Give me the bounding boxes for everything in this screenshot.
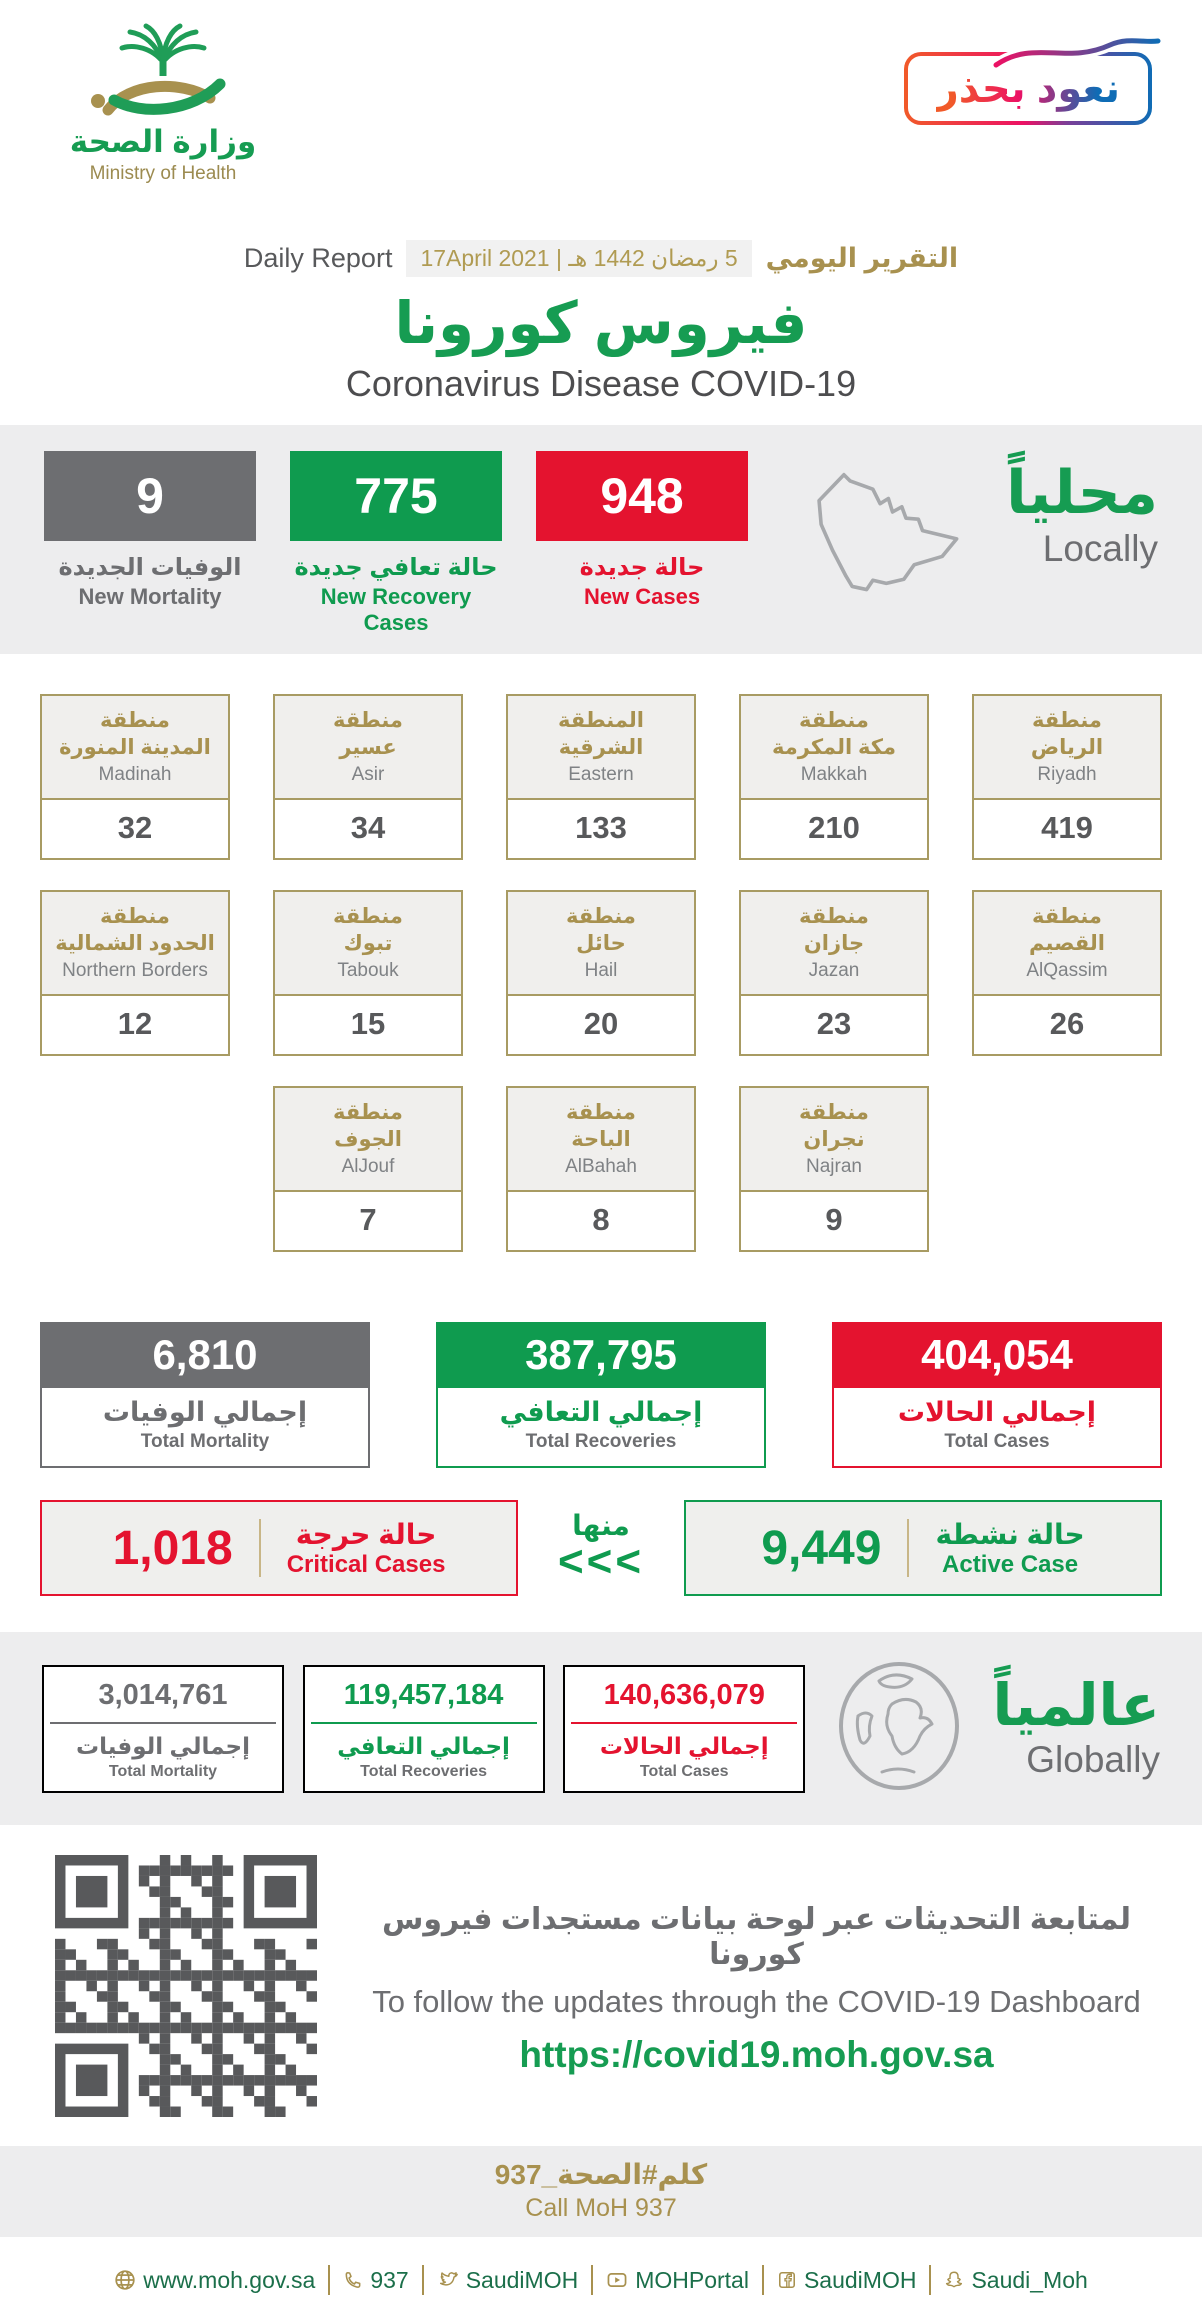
region-albahah — [506, 1086, 696, 1252]
saudi-arabia-map-icon — [782, 453, 972, 608]
divider — [259, 1519, 261, 1577]
total-recoveries-value: 387,795 — [436, 1322, 766, 1388]
footer-twitter-text: SaudiMOH — [465, 2266, 579, 2293]
active-cases-label-en: Active Case — [942, 1550, 1079, 1578]
region-name-ar: منطقة — [333, 905, 403, 929]
facebook-icon — [777, 2270, 797, 2290]
region-name-ar: منطقة — [566, 1101, 636, 1125]
region-name-ar: منطقة — [1032, 905, 1102, 929]
region-name-ar: منطقة — [566, 905, 636, 929]
qr-code — [55, 1855, 317, 2122]
dashboard-text-ar: لمتابعة التحديثات عبر لوحة بيانات مستجدات فيروس كورونا — [381, 1902, 1132, 1971]
region-name-en: AlJouf — [341, 1155, 395, 1177]
region-name-ar2: الجوف — [334, 1127, 402, 1151]
region-makkah — [739, 694, 929, 860]
region-alqassim — [972, 890, 1162, 1056]
region-name-ar2: نجران — [803, 1127, 865, 1151]
locally-heading-en: Locally — [1042, 528, 1158, 569]
dashboard-text-en: To follow the updates through the COVID-19 Dashboard — [372, 1983, 1141, 2019]
region-name-ar: منطقة — [799, 1101, 869, 1125]
region-name-en: Makkah — [800, 763, 868, 785]
region-jazan — [739, 890, 929, 1056]
region-name-ar: منطقة — [1032, 709, 1102, 733]
region-name-en: Riyadh — [1037, 763, 1097, 785]
region-tabouk — [273, 890, 463, 1056]
locally-section — [0, 425, 1202, 654]
footer-phone-link[interactable] — [343, 2267, 408, 2294]
globally-heading — [992, 1673, 1160, 1781]
region-value: 34 — [350, 810, 386, 845]
new-cases-stat — [536, 451, 748, 610]
region-name-ar2: القصيم — [1029, 931, 1105, 955]
call-moh-en: Call MoH 937 — [525, 2194, 677, 2222]
region-name-ar2: عسير — [339, 735, 397, 759]
region-aljouf — [273, 1086, 463, 1252]
critical-cases-label-en: Critical Cases — [286, 1550, 446, 1578]
region-value: 133 — [575, 810, 627, 845]
region-name-ar: منطقة — [100, 905, 170, 929]
footer-website-text: www.moh.gov.sa — [143, 2266, 316, 2293]
badge-swoosh-icon — [992, 35, 1162, 74]
locally-heading-ar: محلياً — [1006, 459, 1158, 526]
footer-separator — [929, 2265, 931, 2295]
global-recoveries-value: 119,457,184 — [311, 1679, 537, 1724]
header — [0, 0, 1202, 232]
phone-icon — [343, 2270, 363, 2290]
global-cases-label-ar: إجمالي الحالات — [599, 1732, 769, 1759]
new-mortality-label-en: New Mortality — [78, 584, 222, 609]
divider — [907, 1519, 909, 1577]
total-recoveries-box — [436, 1322, 766, 1468]
region-name-en: Najran — [806, 1155, 862, 1177]
footer-youtube-text: MOHPortal — [635, 2266, 749, 2293]
footer-facebook-text: SaudiMOH — [803, 2266, 917, 2293]
twitter-icon — [437, 2269, 459, 2291]
region-value: 12 — [117, 1006, 153, 1041]
report-date-row — [0, 240, 1202, 277]
region-name-ar: منطقة — [333, 709, 403, 733]
footer-twitter-link[interactable] — [437, 2267, 578, 2294]
global-recoveries-label-ar: إجمالي التعافي — [337, 1732, 510, 1759]
total-cases-label-en: Total Cases — [944, 1431, 1050, 1452]
regions-row-1 — [40, 694, 1162, 860]
footer-phone-text: 937 — [370, 2266, 409, 2293]
region-eastern — [506, 694, 696, 860]
critical-cases-value: 1,018 — [112, 1521, 233, 1575]
call-moh-band — [0, 2146, 1202, 2237]
footer-separator — [328, 2265, 330, 2295]
local-totals-row — [0, 1282, 1202, 1468]
region-value: 210 — [808, 810, 860, 845]
new-recovery-label-en: New Recovery Cases — [320, 584, 472, 635]
moh-logo-arabic-name: وزارة الصحة — [69, 124, 257, 159]
critical-cases-box — [40, 1500, 518, 1596]
dashboard-section — [0, 1825, 1202, 2122]
globally-heading-ar: عالمياً — [992, 1673, 1160, 1739]
region-name-ar2: الحدود الشمالية — [55, 931, 215, 955]
region-name-en: Jazan — [808, 959, 860, 981]
region-name-en: AlQassim — [1026, 959, 1108, 981]
region-hail — [506, 890, 696, 1056]
global-cases-value: 140,636,079 — [571, 1679, 797, 1724]
region-value: 9 — [825, 1202, 843, 1237]
region-name-ar2: مكة المكرمة — [772, 735, 896, 759]
global-cases-label-en: Total Cases — [639, 1762, 729, 1780]
region-name-ar2: المدينة المنورة — [59, 735, 211, 759]
total-cases-box — [832, 1322, 1162, 1468]
new-cases-label-en: New Cases — [583, 584, 701, 609]
regions-grid — [0, 654, 1202, 1252]
region-name-ar: المنطقة — [557, 709, 645, 733]
total-cases-value: 404,054 — [832, 1322, 1162, 1388]
of-which-label: منها — [572, 1509, 630, 1541]
globe-icon — [824, 1656, 974, 1801]
region-value: 20 — [583, 1006, 619, 1041]
new-mortality-value: 9 — [44, 451, 256, 541]
region-najran — [739, 1086, 929, 1252]
report-date: 5 رمضان 1442 هـ | 17April 2021 — [406, 240, 751, 277]
report-title-arabic: التقرير اليومي — [765, 243, 959, 273]
new-recovery-label-ar: حالة تعافي جديدة — [294, 554, 498, 581]
footer-youtube-link[interactable] — [606, 2267, 749, 2294]
total-cases-label-ar: إجمالي الحالات — [897, 1397, 1097, 1427]
region-value: 8 — [592, 1202, 610, 1237]
footer-website-link[interactable] — [114, 2267, 315, 2294]
region-name-en: Asir — [351, 763, 385, 785]
total-mortality-value: 6,810 — [40, 1322, 370, 1388]
critical-active-row — [0, 1468, 1202, 1596]
moh-palm-logo-icon — [58, 22, 268, 122]
total-mortality-label-en: Total Mortality — [140, 1431, 270, 1452]
moh-logo — [58, 22, 268, 185]
regions-row-2 — [40, 890, 1162, 1056]
region-name-ar2: الرياض — [1030, 735, 1104, 759]
region-name-ar2: الشرقية — [558, 735, 644, 759]
new-recovery-value: 775 — [290, 451, 502, 541]
call-moh-ar: كلم#الصحة_937 — [494, 2159, 708, 2190]
chevrons-left-icon: <<< — [557, 1536, 645, 1586]
badge-text: نعود بحذر — [935, 67, 1120, 111]
region-northern-borders — [40, 890, 230, 1056]
new-recovery-stat — [290, 451, 502, 636]
footer-snapchat-link[interactable] — [944, 2267, 1087, 2294]
total-recoveries-label-en: Total Recoveries — [525, 1431, 677, 1452]
global-mortality-value: 3,014,761 — [50, 1679, 276, 1724]
global-mortality-label-en: Total Mortality — [108, 1762, 218, 1780]
region-value: 32 — [117, 810, 153, 845]
total-mortality-label-ar: إجمالي الوفيات — [102, 1397, 308, 1427]
region-name-ar2: الباحة — [571, 1127, 631, 1151]
active-cases-label-ar: حالة نشطة — [935, 1518, 1085, 1550]
region-value: 26 — [1049, 1006, 1085, 1041]
region-name-ar2: حائل — [576, 931, 626, 955]
snapchat-icon — [944, 2270, 964, 2290]
new-cases-value: 948 — [536, 451, 748, 541]
region-value: 419 — [1041, 810, 1093, 845]
global-mortality-box — [42, 1665, 284, 1793]
region-name-ar: منطقة — [100, 709, 170, 733]
region-value: 23 — [816, 1006, 852, 1041]
region-name-en: AlBahah — [565, 1155, 637, 1177]
region-name-en: Northern Borders — [62, 959, 208, 981]
active-cases-value: 9,449 — [761, 1521, 882, 1575]
region-value: 7 — [359, 1202, 377, 1237]
total-mortality-box — [40, 1322, 370, 1468]
locally-heading — [1006, 461, 1158, 570]
global-cases-box — [563, 1665, 805, 1793]
globally-heading-en: Globally — [1026, 1738, 1160, 1780]
global-recoveries-box — [303, 1665, 545, 1793]
regions-row-3 — [40, 1086, 1162, 1252]
footer-separator — [422, 2265, 424, 2295]
report-title-english: Daily Report — [243, 243, 393, 273]
moh-logo-english-name: Ministry of Health — [89, 163, 237, 184]
region-name-ar: منطقة — [799, 709, 869, 733]
footer-snapchat-text: Saudi_Moh — [971, 2266, 1088, 2293]
return-with-caution-badge — [904, 52, 1152, 125]
disease-title-english: Coronavirus Disease COVID-19 — [345, 363, 857, 404]
new-mortality-stat — [44, 451, 256, 610]
globe-icon — [114, 2269, 136, 2291]
active-cases-box — [684, 1500, 1162, 1596]
footer-contact-bar — [0, 2237, 1202, 2323]
region-name-en: Eastern — [568, 763, 634, 785]
youtube-icon — [606, 2269, 628, 2291]
global-mortality-label-ar: إجمالي الوفيات — [76, 1732, 250, 1759]
region-name-en: Madinah — [98, 763, 172, 785]
critical-cases-label-ar: حالة حرجة — [295, 1518, 437, 1550]
region-name-ar2: تبوك — [343, 931, 393, 955]
new-mortality-label-ar: الوفيات الجديدة — [58, 554, 242, 581]
globally-section — [0, 1632, 1202, 1825]
region-name-ar: منطقة — [333, 1101, 403, 1125]
region-name-ar2: جازان — [803, 931, 865, 955]
total-recoveries-label-ar: إجمالي التعافي — [499, 1397, 703, 1427]
region-madinah — [40, 694, 230, 860]
region-name-en: Hail — [584, 959, 618, 981]
region-asir — [273, 694, 463, 860]
dashboard-url-link[interactable]: https://covid19.moh.gov.sa — [519, 2033, 994, 2075]
region-value: 15 — [350, 1006, 386, 1041]
disease-title-arabic: فيروس كورونا — [394, 291, 808, 356]
new-cases-label-ar: حالة جديدة — [579, 554, 705, 581]
region-name-ar: منطقة — [799, 905, 869, 929]
footer-facebook-link[interactable] — [777, 2267, 916, 2294]
region-name-en: Tabouk — [337, 959, 399, 981]
footer-separator — [591, 2265, 593, 2295]
footer-separator — [762, 2265, 764, 2295]
region-riyadh — [972, 694, 1162, 860]
of-which-indicator — [557, 1509, 645, 1586]
global-recoveries-label-en: Total Recoveries — [360, 1762, 488, 1780]
